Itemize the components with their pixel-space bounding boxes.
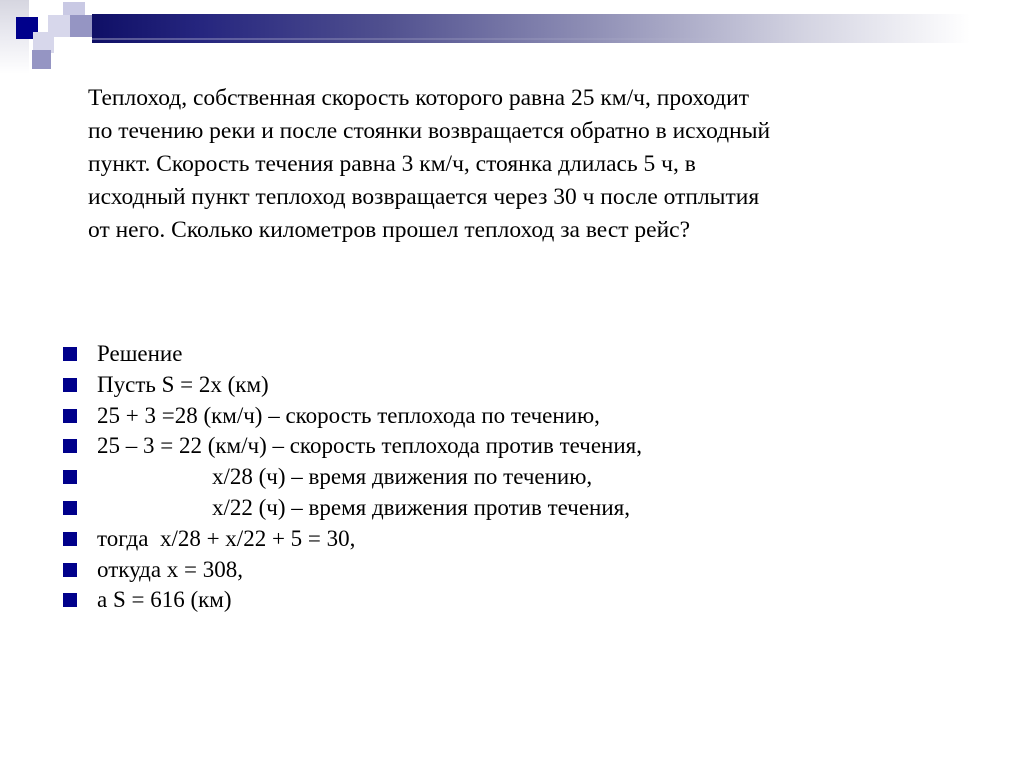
problem-line: от него. Сколько километров прошел теплоход за вест рейс? [88, 217, 691, 243]
list-item [63, 339, 642, 370]
bullet-square-icon [63, 563, 77, 577]
bullet-square-icon [63, 378, 77, 392]
list-item [63, 585, 642, 616]
list-item-text: Решение [97, 341, 183, 366]
list-item-text: Пусть S = 2x (км) [97, 371, 269, 397]
bullet-square-icon [63, 470, 77, 484]
bullet-square-icon [63, 409, 77, 423]
list-item-text: 25 – 3 = 22 (км/ч) – скорость теплохода против течения, [97, 433, 642, 459]
list-item [63, 431, 642, 462]
problem-text [88, 82, 770, 247]
list-item [63, 462, 642, 493]
decor-square-medium [70, 15, 92, 37]
decor-square-medium-lower [32, 50, 51, 69]
header-gradient-bar [92, 14, 1007, 43]
list-item-text: а S = 616 (км) [97, 587, 232, 613]
problem-line: по течению реки и после стоянки возвращается обратно в исходный [88, 118, 771, 144]
problem-line: исходный пункт теплоход возвращается через 30 ч после отплытия [88, 184, 760, 210]
list-item-text: 25 + 3 =28 (км/ч) – скорость теплохода по течению, [97, 402, 600, 428]
list-item-text: x/28 (ч) – время движения по течению, [212, 464, 593, 490]
solution-list [63, 339, 642, 616]
bullet-square-icon [63, 501, 77, 515]
problem-line: Теплоход, собственная скорость которого равна 25 км/ч, проходит [88, 85, 749, 111]
list-item [63, 524, 642, 555]
bullet-square-icon [63, 347, 77, 361]
list-item [63, 370, 642, 401]
bar-highlight-line [92, 38, 733, 40]
bullet-square-icon [63, 532, 77, 546]
list-item-text: тогда x/28 + x/22 + 5 = 30, [97, 525, 356, 551]
list-item-text: откуда x = 308, [97, 556, 244, 582]
problem-line: пункт. Скорость течения равна 3 км/ч, стоянка длилась 5 ч, в [88, 151, 696, 177]
list-item-text: x/22 (ч) – время движения против течения, [212, 494, 630, 520]
list-item [63, 493, 642, 524]
list-item [63, 401, 642, 432]
list-item [63, 555, 642, 586]
bullet-square-icon [63, 439, 77, 453]
bullet-square-icon [63, 593, 77, 607]
